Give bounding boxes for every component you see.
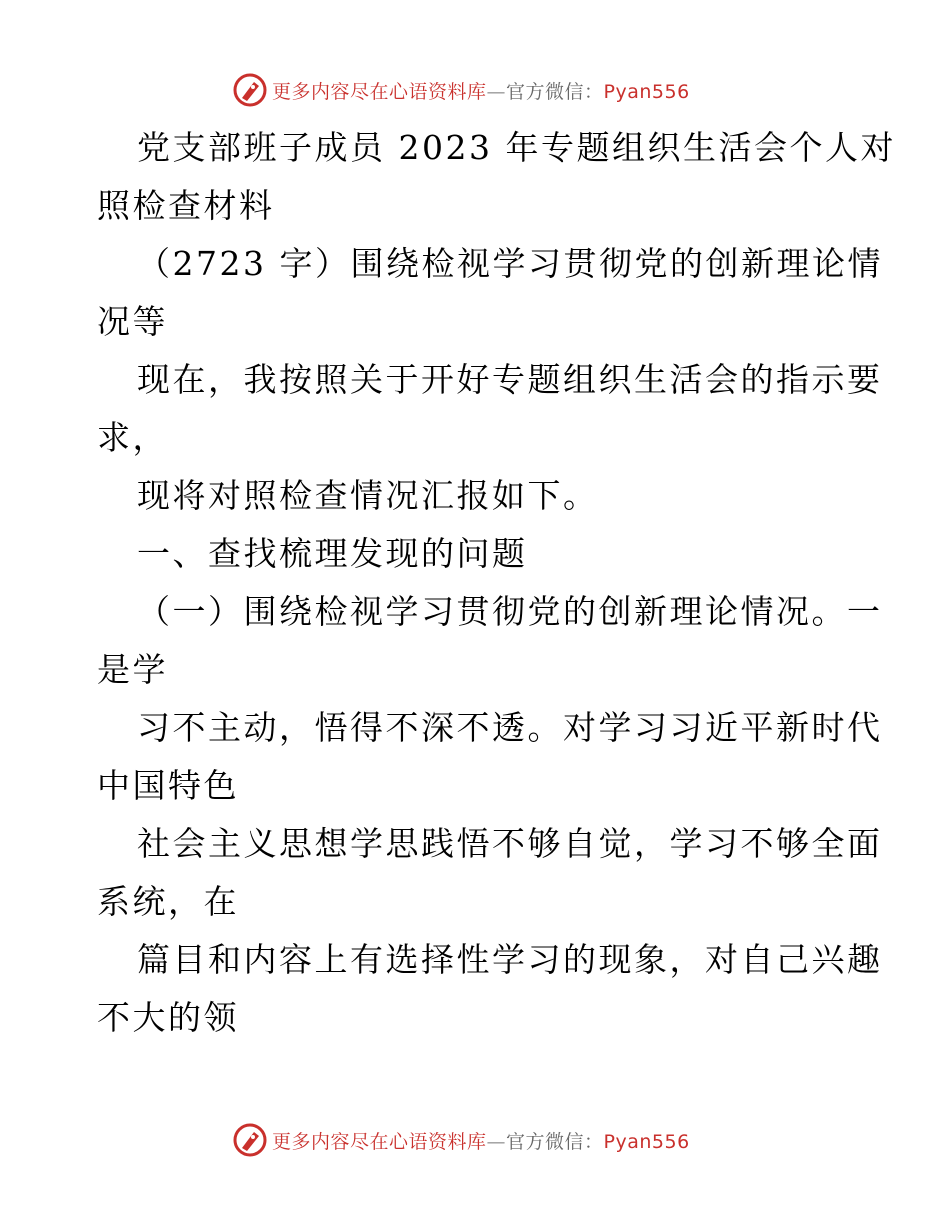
paragraph-line: 现在，我按照关于开好专题组织生活会的指示要	[137, 360, 883, 399]
paragraph-line: 不大的领	[97, 998, 239, 1037]
paragraph-line: （一）围绕检视学习贯彻党的创新理论情况。一	[137, 592, 883, 631]
subtitle-line-1: （2723 字）围绕检视学习贯彻党的创新理论情	[137, 244, 883, 283]
paragraph-line: 习不主动，悟得不深不透。对学习习近平新时代	[137, 708, 883, 747]
watermark-header	[232, 72, 690, 108]
paragraph-line: 篇目和内容上有选择性学习的现象，对自己兴趣	[137, 940, 883, 979]
paragraph-line: 系统，在	[97, 882, 239, 921]
paragraph-line: 是学	[97, 650, 168, 689]
title-line-1: 党支部班子成员 2023 年专题组织生活会个人对	[137, 128, 896, 167]
pen-nib-seal-icon	[232, 1122, 268, 1158]
paragraph-line: 现将对照检查情况汇报如下。	[137, 476, 599, 515]
paragraph-line: 中国特色	[97, 766, 239, 805]
watermark-text: 更多内容尽在心语资料库—官方微信：Pyan556	[272, 80, 690, 103]
watermark-footer	[232, 1122, 690, 1158]
watermark-text: 更多内容尽在心语资料库—官方微信：Pyan556	[272, 1130, 690, 1153]
paragraph-line: 社会主义思想学思践悟不够自觉，学习不够全面	[137, 824, 883, 863]
title-line-2: 照检查材料	[97, 186, 275, 225]
subtitle-line-2: 况等	[97, 302, 168, 341]
pen-nib-seal-icon	[232, 72, 268, 108]
section-heading: 一、查找梳理发现的问题	[137, 534, 528, 573]
paragraph-line: 求，	[97, 418, 168, 457]
